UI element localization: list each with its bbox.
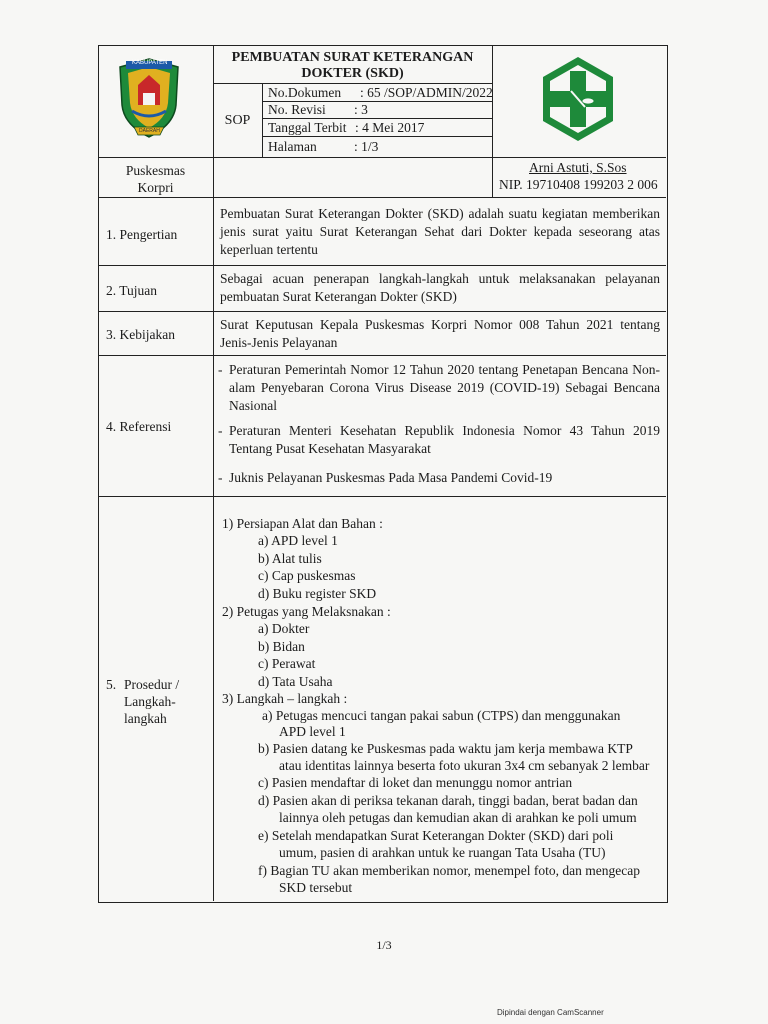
section-1-text: Pembuatan Surat Keterangan Dokter (SKD) adalah suatu kegiatan memberikan jenis surat yaitu Surat Keterangan Sehat dari Dokter kepada seseorang atas keperluan tertentu <box>220 206 660 257</box>
signer-name: Arni Astuti, S.Sos <box>529 160 627 175</box>
row-line-5 <box>98 496 666 497</box>
doc-number-value: : 65 /SOP/ADMIN/2022 <box>360 85 493 100</box>
reference-bullet-1: - <box>218 362 223 377</box>
material-item-1: a) APD level 1 <box>258 533 338 548</box>
step-a-line1: a) Petugas mencuci tangan pakai sabun (CTPS) dan menggunakan <box>262 708 621 723</box>
revision-label: No. Revisi <box>268 102 326 117</box>
page-number: 1/3 <box>376 938 392 952</box>
step-b-line1: b) Pasien datang ke Puskesmas pada waktu jam kerja membawa KTP <box>258 741 633 756</box>
date-row-line <box>262 136 492 137</box>
reference-bullet-2: - <box>218 423 223 438</box>
issue-date-value: : 4 Mei 2017 <box>355 120 425 135</box>
step-e-line2: umum, pasien di arahkan untuk ke ruangan Tata Usaha (TU) <box>279 845 606 860</box>
section-1-label: 1. Pengertian <box>106 227 178 242</box>
material-item-2: b) Alat tulis <box>258 551 322 566</box>
label-column-divider <box>213 45 214 901</box>
doc-title-line2: DOKTER (SKD) <box>301 66 404 81</box>
step-f-line1: f) Bagian TU akan memberikan nomor, menempel foto, dan mengecap <box>258 863 640 878</box>
sop-divider <box>262 83 263 157</box>
procedure-heading-3: 3) Langkah – langkah : <box>222 691 348 706</box>
doc-number-label: No.Dokumen <box>268 85 342 100</box>
step-a-line2: APD level 1 <box>279 724 346 739</box>
section-2-text: Sebagai acuan penerapan langkah-langkah untuk melaksanakan pelayanan pembuatan Surat Keterangan Dokter (SKD) <box>220 271 660 304</box>
section-5-label-2: Langkah- <box>124 694 176 709</box>
step-e-line1: e) Setelah mendapatkan Surat Keterangan Dokter (SKD) dari poli <box>258 828 614 843</box>
section-5-label-3: langkah <box>124 711 167 726</box>
procedure-heading-2: 2) Petugas yang Melaksnakan : <box>222 604 391 619</box>
header-right-divider <box>492 45 493 157</box>
row-line-3 <box>98 311 666 312</box>
procedure-heading-1: 1) Persiapan Alat dan Bahan : <box>222 516 383 531</box>
step-b-line2: atau identitas lainnya beserta foto ukuran 3x4 cm sebanyak 2 lembar <box>279 758 650 773</box>
logo-top-text: KABUPATEN <box>132 60 168 66</box>
reference-1: Peraturan Pemerintah Nomor 12 Tahun 2020 tentang Penetapan Bencana Non-alam Penyebaran Corona Virus Disease 2019 (COVID-19) Sebagai Bencana Nasional <box>229 362 660 413</box>
puskesmas-logo <box>541 55 615 143</box>
staff-item-4: d) Tata Usaha <box>258 674 333 689</box>
reference-2: Peraturan Menteri Kesehatan Republik Indonesia Nomor 43 Tahun 2019 Tentang Pusat Kesehatan Masyarakat <box>229 423 660 456</box>
section-3-label: 3. Kebijakan <box>106 327 175 342</box>
step-c: c) Pasien mendaftar di loket dan menunggu nomor antrian <box>258 775 573 790</box>
revision-value: : 3 <box>354 102 368 117</box>
page-value: : 1/3 <box>354 139 379 154</box>
district-logo <box>112 55 186 141</box>
row-line-1 <box>98 197 666 198</box>
material-item-3: c) Cap puskesmas <box>258 568 356 583</box>
staff-item-3: c) Perawat <box>258 656 316 671</box>
row-line-2 <box>98 265 666 266</box>
header-bottom-line <box>98 157 666 158</box>
staff-item-2: b) Bidan <box>258 639 305 654</box>
section-4-label: 4. Referensi <box>106 419 172 434</box>
section-3-text: Surat Keputusan Kepala Puskesmas Korpri Nomor 008 Tahun 2021 tentang Jenis-Jenis Pelayanan <box>220 317 660 350</box>
scanner-watermark: Dipindai dengan CamScanner <box>497 1008 604 1017</box>
row-line-4 <box>98 355 666 356</box>
org-middle-divider <box>492 157 493 197</box>
section-5-number: 5. <box>106 677 117 692</box>
step-d-line1: d) Pasien akan di periksa tekanan darah, tinggi badan, berat badan dan <box>258 793 638 808</box>
issue-date-label: Tanggal Terbit <box>268 120 347 135</box>
section-5-label-1: Prosedur / <box>124 677 180 692</box>
doc-title-line1: PEMBUATAN SURAT KETERANGAN <box>231 50 474 65</box>
reference-bullet-3: - <box>218 470 223 485</box>
org-name-line1: Puskesmas <box>125 163 186 178</box>
org-name-line2: Korpri <box>137 180 174 195</box>
step-f-line2: SKD tersebut <box>279 880 353 895</box>
sop-label: SOP <box>224 113 251 128</box>
step-d-line2: lainnya oleh petugas dan kemudian akan di arahkan ke poli umum <box>279 810 637 825</box>
section-2-label: 2. Tujuan <box>106 283 158 298</box>
logo-bottom-text: DAERAH <box>139 128 160 134</box>
reference-3: Juknis Pelayanan Puskesmas Pada Masa Pandemi Covid-19 <box>229 470 553 485</box>
signer-nip: NIP. 19710408 199203 2 006 <box>499 177 658 192</box>
material-item-4: d) Buku register SKD <box>258 586 377 601</box>
page-label: Halaman <box>268 139 317 154</box>
staff-item-1: a) Dokter <box>258 621 310 636</box>
